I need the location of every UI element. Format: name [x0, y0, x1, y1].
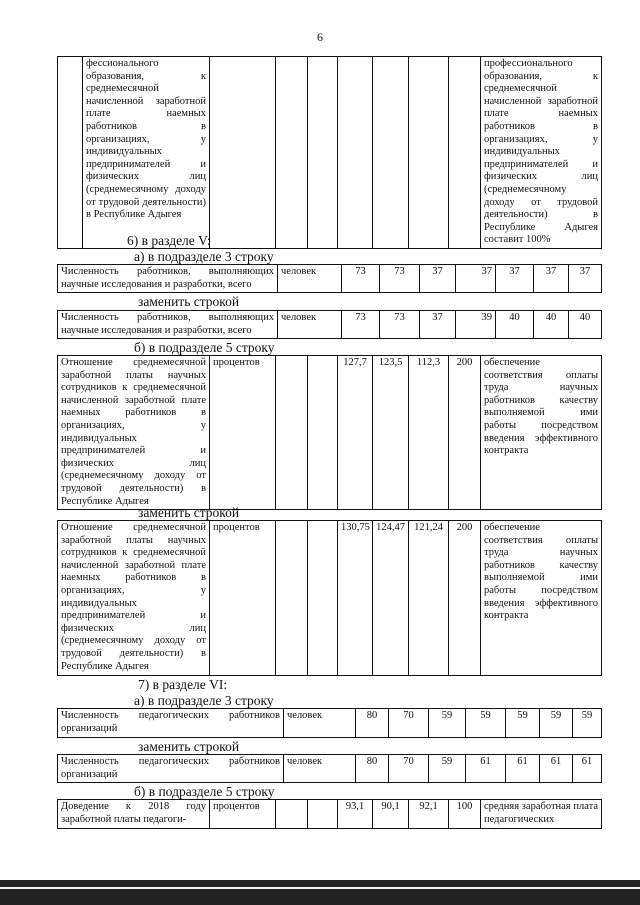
section-vi-heading: 7) в разделе VI:: [138, 677, 228, 692]
value-cell: 59: [573, 709, 602, 738]
value-cell: 61: [573, 755, 602, 783]
scan-bottom-edge: [0, 880, 640, 905]
table-row: [57, 310, 602, 339]
section-v-sub5-heading: б) в подразделе 5 строку: [134, 340, 275, 355]
table-row: [57, 754, 602, 783]
cont-label-cell: фессионального образования, к среднемесячной начисленной заработной плате наемных работников в организациях, у индивидуальных предпринимателей и физических лиц (среднемесячному доходу от трудовой деятельности) в Республике Адыгея: [83, 57, 210, 249]
row-unit: процентов: [210, 356, 276, 510]
value-cell: 40: [496, 311, 534, 339]
row-unit: человек: [284, 755, 356, 783]
value-cell: 124,47: [373, 521, 409, 676]
value-cell: 112,3: [409, 356, 449, 510]
table-row: [57, 799, 602, 829]
table-row: [57, 708, 602, 738]
row-unit: человек: [278, 265, 342, 293]
value-cell: 40: [569, 311, 602, 339]
row-label: Численность работников, выполняющих научные исследования и разработки, всего: [58, 311, 278, 339]
value-cell: 37: [456, 265, 496, 293]
value-cell: 73: [342, 311, 380, 339]
row-label: Доведение к 2018 году заработной платы педагоги-: [58, 800, 210, 829]
table-row: [57, 520, 602, 676]
value-cell: 39: [456, 311, 496, 339]
value-cell: 59: [466, 709, 506, 738]
section-v-heading: 6) в разделе V:: [127, 233, 211, 248]
value-cell: 59: [429, 709, 466, 738]
table-row: [57, 264, 602, 293]
row-label: Отношение среднемесячной заработной платы научных сотрудников к среднемесячной начисленной заработной плате наемных работников в организациях, у индивидуальных предпринимателей и физических лиц (среднемесячному доходу от трудовой деятельности) в Республике Адыгея: [58, 356, 210, 510]
value-cell: 73: [380, 265, 420, 293]
value-cell: 100: [449, 800, 481, 829]
row-label: Отношение среднемесячной заработной платы научных сотрудников к среднемесячной начисленной заработной плате наемных работников в организациях, у индивидуальных предпринимателей и физических лиц (среднемесячному доходу от трудовой деятельности) в Республике Адыгея: [58, 521, 210, 676]
value-cell: 80: [356, 755, 389, 783]
value-cell: 37: [420, 311, 456, 339]
row-note: обеспечение соответствия оплаты труда научных работников качеству выполняемой ими работы посредством введения эффективного контракта: [481, 356, 602, 510]
row-unit: процентов: [210, 521, 276, 676]
value-cell: 70: [389, 709, 429, 738]
value-cell: 61: [466, 755, 506, 783]
value-cell: 37: [569, 265, 602, 293]
value-cell: 70: [389, 755, 429, 783]
section-v-sub3-heading: а) в подразделе 3 строку: [134, 249, 274, 264]
value-cell: 121,24: [409, 521, 449, 676]
row-label: Численность педагогических работников организаций: [58, 709, 284, 738]
value-cell: 93,1: [338, 800, 373, 829]
cont-note-cell: профессионального образования, к среднемесячной начисленной заработной плате наемных работников в организациях, у индивидуальных предпринимателей и физических лиц (среднемесячному доходу от трудовой деятельности) в Республике Адыгея составит 100%: [481, 57, 602, 249]
value-cell: 37: [496, 265, 534, 293]
table-continuation: [57, 56, 602, 249]
row-unit: процентов: [210, 800, 276, 829]
table-row: [57, 355, 602, 510]
row-note: обеспечение соответствия оплаты труда научных работников качеству выполняемой ими работы посредством введения эффективного контракта: [481, 521, 602, 676]
row-label: Численность педагогических работников организаций: [58, 755, 284, 783]
value-cell: 123,5: [373, 356, 409, 510]
row-label: Численность работников, выполняющих научные исследования и разработки, всего: [58, 265, 278, 293]
value-cell: 59: [506, 709, 540, 738]
value-cell: 61: [540, 755, 573, 783]
value-cell: 90,1: [373, 800, 409, 829]
section-vi-sub5-heading: б) в подразделе 5 строку: [134, 784, 275, 799]
value-cell: 127,7: [338, 356, 373, 510]
value-cell: 37: [420, 265, 456, 293]
replace-heading: заменить строкой: [138, 294, 240, 309]
value-cell: 200: [449, 521, 481, 676]
value-cell: 59: [429, 755, 466, 783]
page-number: 6: [317, 30, 323, 44]
value-cell: 37: [534, 265, 569, 293]
replace-heading: заменить строкой: [138, 739, 240, 754]
row-unit: человек: [278, 311, 342, 339]
replace-heading: заменить строкой: [138, 505, 240, 520]
value-cell: 73: [342, 265, 380, 293]
value-cell: 80: [356, 709, 389, 738]
value-cell: 61: [506, 755, 540, 783]
value-cell: 59: [540, 709, 573, 738]
row-unit: человек: [284, 709, 356, 738]
value-cell: 92,1: [409, 800, 449, 829]
value-cell: 40: [534, 311, 569, 339]
section-vi-sub3-heading: а) в подразделе 3 строку: [134, 693, 274, 708]
value-cell: 130,75: [338, 521, 373, 676]
value-cell: 73: [380, 311, 420, 339]
value-cell: 200: [449, 356, 481, 510]
row-note: средняя заработная плата педагогических: [481, 800, 602, 829]
